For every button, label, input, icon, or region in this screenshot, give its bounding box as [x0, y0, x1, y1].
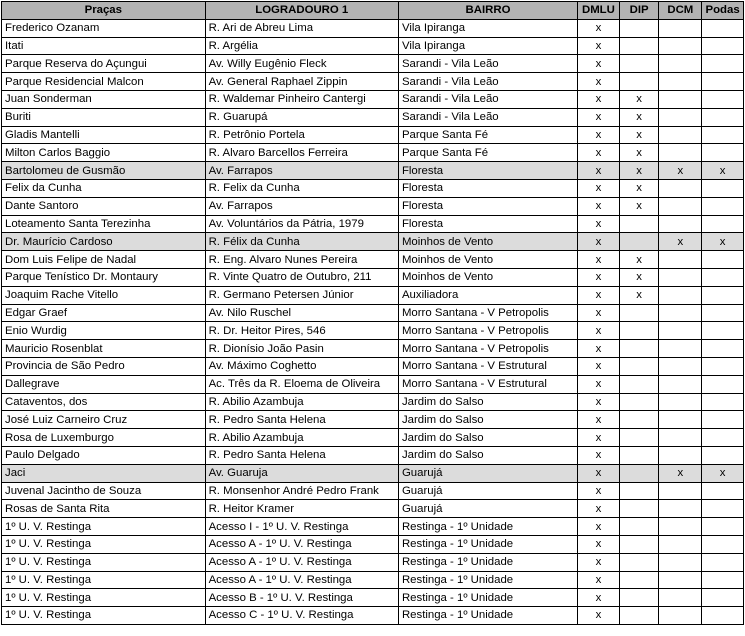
cell-podas	[702, 340, 744, 358]
cell-logradouro: R. Germano Petersen Júnior	[205, 286, 398, 304]
cell-logradouro: R. Dr. Heitor Pires, 546	[205, 322, 398, 340]
table-row	[2, 393, 744, 411]
cell-praca: 1º U. V. Restinga	[2, 535, 206, 553]
cell-dcm	[659, 37, 702, 55]
cell-dip: x	[619, 197, 659, 215]
table-row	[2, 322, 744, 340]
cell-dmlu: x	[578, 322, 620, 340]
cell-dcm	[659, 393, 702, 411]
cell-dcm	[659, 251, 702, 269]
header-podas: Podas	[702, 2, 744, 20]
cell-dip	[619, 446, 659, 464]
table-row	[2, 535, 744, 553]
cell-praca: Itati	[2, 37, 206, 55]
cell-praca: José Luiz Carneiro Cruz	[2, 411, 206, 429]
cell-dmlu: x	[578, 304, 620, 322]
cell-bairro: Morro Santana - V Estrutural	[398, 375, 577, 393]
cell-dcm: x	[659, 464, 702, 482]
cell-dmlu: x	[578, 589, 620, 607]
cell-dmlu: x	[578, 19, 620, 37]
cell-dcm	[659, 429, 702, 447]
table-row	[2, 464, 744, 482]
cell-podas	[702, 268, 744, 286]
cell-dmlu: x	[578, 197, 620, 215]
cell-podas	[702, 215, 744, 233]
header-dmlu: DMLU	[578, 2, 620, 20]
cell-logradouro: R. Vinte Quatro de Outubro, 211	[205, 268, 398, 286]
cell-logradouro: R. Felix da Cunha	[205, 179, 398, 197]
cell-dip: x	[619, 90, 659, 108]
cell-dcm	[659, 144, 702, 162]
cell-dcm	[659, 482, 702, 500]
cell-dmlu: x	[578, 357, 620, 375]
cell-dip	[619, 37, 659, 55]
cell-dip: x	[619, 108, 659, 126]
cell-praca: Dom Luis Felipe de Nadal	[2, 251, 206, 269]
cell-podas: x	[702, 464, 744, 482]
cell-dmlu: x	[578, 55, 620, 73]
cell-logradouro: Acesso A - 1º U. V. Restinga	[205, 535, 398, 553]
cell-podas	[702, 411, 744, 429]
table-row	[2, 197, 744, 215]
cell-dcm	[659, 446, 702, 464]
cell-podas	[702, 518, 744, 536]
cell-dip: x	[619, 126, 659, 144]
cell-logradouro: Av. Farrapos	[205, 162, 398, 180]
cell-bairro: Floresta	[398, 197, 577, 215]
cell-dip	[619, 357, 659, 375]
table-row	[2, 251, 744, 269]
cell-dip	[619, 589, 659, 607]
cell-bairro: Restinga - 1º Unidade	[398, 607, 577, 625]
cell-bairro: Guarujá	[398, 464, 577, 482]
cell-praca: 1º U. V. Restinga	[2, 553, 206, 571]
cell-praca: Rosa de Luxemburgo	[2, 429, 206, 447]
cell-praca: 1º U. V. Restinga	[2, 571, 206, 589]
cell-dip	[619, 571, 659, 589]
cell-dip	[619, 464, 659, 482]
cell-podas	[702, 429, 744, 447]
cell-bairro: Moinhos de Vento	[398, 251, 577, 269]
cell-logradouro: Av. Guaruja	[205, 464, 398, 482]
cell-dip	[619, 233, 659, 251]
cell-bairro: Guarujá	[398, 482, 577, 500]
table-row	[2, 607, 744, 625]
cell-podas	[702, 197, 744, 215]
cell-dcm	[659, 411, 702, 429]
cell-dcm	[659, 19, 702, 37]
cell-dmlu: x	[578, 37, 620, 55]
header-row	[2, 2, 744, 20]
cell-dmlu: x	[578, 607, 620, 625]
cell-podas	[702, 589, 744, 607]
cell-logradouro: Acesso I - 1º U. V. Restinga	[205, 518, 398, 536]
cell-logradouro: Av. General Raphael Zippin	[205, 73, 398, 91]
cell-podas	[702, 322, 744, 340]
cell-bairro: Restinga - 1º Unidade	[398, 518, 577, 536]
cell-dcm	[659, 535, 702, 553]
cell-dmlu: x	[578, 553, 620, 571]
cell-praca: Provincia de São Pedro	[2, 357, 206, 375]
cell-dip	[619, 19, 659, 37]
table-row	[2, 446, 744, 464]
cell-bairro: Restinga - 1º Unidade	[398, 571, 577, 589]
cell-bairro: Parque Santa Fé	[398, 144, 577, 162]
cell-dcm	[659, 215, 702, 233]
table-row	[2, 500, 744, 518]
cell-dip	[619, 73, 659, 91]
cell-dcm	[659, 90, 702, 108]
cell-podas	[702, 535, 744, 553]
cell-praca: Parque Tenístico Dr. Montaury	[2, 268, 206, 286]
cell-dmlu: x	[578, 482, 620, 500]
cell-praca: Juan Sonderman	[2, 90, 206, 108]
cell-praca: Frederico Ozanam	[2, 19, 206, 37]
cell-logradouro: Acesso A - 1º U. V. Restinga	[205, 553, 398, 571]
cell-praca: Juvenal Jacintho de Souza	[2, 482, 206, 500]
cell-praca: 1º U. V. Restinga	[2, 589, 206, 607]
cell-dmlu: x	[578, 215, 620, 233]
cell-bairro: Moinhos de Vento	[398, 233, 577, 251]
cell-podas	[702, 571, 744, 589]
cell-dmlu: x	[578, 179, 620, 197]
cell-dcm: x	[659, 233, 702, 251]
table-row	[2, 19, 744, 37]
table-row	[2, 144, 744, 162]
cell-dip	[619, 607, 659, 625]
cell-dcm	[659, 571, 702, 589]
cell-dcm	[659, 268, 702, 286]
cell-praca: Parque Residencial Malcon	[2, 73, 206, 91]
cell-bairro: Moinhos de Vento	[398, 268, 577, 286]
cell-praca: Felix da Cunha	[2, 179, 206, 197]
table-row	[2, 553, 744, 571]
table-row	[2, 162, 744, 180]
table-row	[2, 429, 744, 447]
cell-dcm	[659, 553, 702, 571]
table-row	[2, 571, 744, 589]
cell-dcm	[659, 518, 702, 536]
cell-dcm	[659, 340, 702, 358]
cell-bairro: Restinga - 1º Unidade	[398, 535, 577, 553]
cell-bairro: Morro Santana - V Petropolis	[398, 322, 577, 340]
cell-praca: Milton Carlos Baggio	[2, 144, 206, 162]
table-row	[2, 179, 744, 197]
cell-dcm	[659, 197, 702, 215]
cell-praca: Mauricio Rosenblat	[2, 340, 206, 358]
header-dip: DIP	[619, 2, 659, 20]
cell-podas	[702, 144, 744, 162]
cell-bairro: Jardim do Salso	[398, 393, 577, 411]
cell-dmlu: x	[578, 108, 620, 126]
cell-bairro: Jardim do Salso	[398, 446, 577, 464]
cell-bairro: Floresta	[398, 215, 577, 233]
cell-bairro: Auxiliadora	[398, 286, 577, 304]
header-logradouro: LOGRADOURO 1	[205, 2, 398, 20]
cell-logradouro: R. Alvaro Barcellos Ferreira	[205, 144, 398, 162]
cell-logradouro: Av. Willy Eugênio Fleck	[205, 55, 398, 73]
cell-dmlu: x	[578, 393, 620, 411]
cell-bairro: Restinga - 1º Unidade	[398, 589, 577, 607]
header-bairro: BAIRRO	[398, 2, 577, 20]
cell-logradouro: Av. Farrapos	[205, 197, 398, 215]
cell-podas	[702, 375, 744, 393]
cell-dip	[619, 535, 659, 553]
table-row	[2, 233, 744, 251]
table-row	[2, 518, 744, 536]
header-pracas: Praças	[2, 2, 206, 20]
cell-logradouro: R. Abilio Azambuja	[205, 393, 398, 411]
cell-praca: Cataventos, dos	[2, 393, 206, 411]
cell-bairro: Floresta	[398, 179, 577, 197]
cell-dmlu: x	[578, 286, 620, 304]
cell-dmlu: x	[578, 251, 620, 269]
table-row	[2, 90, 744, 108]
cell-podas	[702, 126, 744, 144]
cell-dmlu: x	[578, 340, 620, 358]
table-row	[2, 108, 744, 126]
cell-dmlu: x	[578, 268, 620, 286]
cell-praca: Loteamento Santa Terezinha	[2, 215, 206, 233]
cell-bairro: Restinga - 1º Unidade	[398, 553, 577, 571]
cell-dcm	[659, 286, 702, 304]
cell-podas	[702, 393, 744, 411]
cell-podas	[702, 90, 744, 108]
cell-logradouro: R. Waldemar Pinheiro Cantergi	[205, 90, 398, 108]
cell-dip: x	[619, 268, 659, 286]
table-row	[2, 215, 744, 233]
cell-podas	[702, 500, 744, 518]
cell-podas	[702, 446, 744, 464]
cell-dip	[619, 393, 659, 411]
cell-dip	[619, 322, 659, 340]
cell-dcm	[659, 73, 702, 91]
table-row	[2, 340, 744, 358]
table-row	[2, 482, 744, 500]
cell-podas	[702, 179, 744, 197]
cell-dip	[619, 55, 659, 73]
cell-dip	[619, 375, 659, 393]
cell-bairro: Morro Santana - V Estrutural	[398, 357, 577, 375]
cell-podas	[702, 607, 744, 625]
cell-praca: Enio Wurdig	[2, 322, 206, 340]
cell-dip	[619, 411, 659, 429]
cell-podas	[702, 286, 744, 304]
cell-dip	[619, 482, 659, 500]
cell-dcm: x	[659, 162, 702, 180]
cell-podas	[702, 108, 744, 126]
cell-praca: Joaquim Rache Vitello	[2, 286, 206, 304]
cell-logradouro: R. Pedro Santa Helena	[205, 411, 398, 429]
cell-logradouro: R. Félix da Cunha	[205, 233, 398, 251]
cell-podas	[702, 482, 744, 500]
cell-dcm	[659, 500, 702, 518]
cell-logradouro: R. Petrônio Portela	[205, 126, 398, 144]
cell-praca: Edgar Graef	[2, 304, 206, 322]
cell-dip	[619, 215, 659, 233]
table-row	[2, 73, 744, 91]
cell-podas	[702, 357, 744, 375]
cell-logradouro: Av. Máximo Coghetto	[205, 357, 398, 375]
cell-logradouro: R. Heitor Kramer	[205, 500, 398, 518]
cell-logradouro: Acesso C - 1º U. V. Restinga	[205, 607, 398, 625]
cell-logradouro: R. Abilio Azambuja	[205, 429, 398, 447]
cell-dcm	[659, 126, 702, 144]
table-row	[2, 37, 744, 55]
cell-dip	[619, 553, 659, 571]
cell-dmlu: x	[578, 73, 620, 91]
cell-dmlu: x	[578, 90, 620, 108]
cell-dip	[619, 304, 659, 322]
cell-bairro: Jardim do Salso	[398, 429, 577, 447]
cell-praca: 1º U. V. Restinga	[2, 607, 206, 625]
cell-dip: x	[619, 162, 659, 180]
cell-podas: x	[702, 162, 744, 180]
cell-dcm	[659, 304, 702, 322]
cell-dmlu: x	[578, 429, 620, 447]
cell-dmlu: x	[578, 162, 620, 180]
cell-dcm	[659, 55, 702, 73]
cell-podas	[702, 37, 744, 55]
cell-bairro: Vila Ipiranga	[398, 37, 577, 55]
cell-dmlu: x	[578, 518, 620, 536]
header-dcm: DCM	[659, 2, 702, 20]
cell-dmlu: x	[578, 411, 620, 429]
cell-dmlu: x	[578, 144, 620, 162]
cell-logradouro: R. Dionísio João Pasin	[205, 340, 398, 358]
cell-praca: Paulo Delgado	[2, 446, 206, 464]
cell-dcm	[659, 108, 702, 126]
cell-logradouro: R. Pedro Santa Helena	[205, 446, 398, 464]
cell-praca: Dante Santoro	[2, 197, 206, 215]
cell-praca: Dr. Maurício Cardoso	[2, 233, 206, 251]
cell-dmlu: x	[578, 126, 620, 144]
cell-bairro: Vila Ipiranga	[398, 19, 577, 37]
cell-podas	[702, 304, 744, 322]
table-row	[2, 126, 744, 144]
cell-dmlu: x	[578, 464, 620, 482]
cell-praca: Buriti	[2, 108, 206, 126]
cell-dmlu: x	[578, 233, 620, 251]
cell-praca: 1º U. V. Restinga	[2, 518, 206, 536]
table-row	[2, 286, 744, 304]
cell-podas	[702, 19, 744, 37]
cell-dip: x	[619, 179, 659, 197]
cell-dip	[619, 500, 659, 518]
cell-dip	[619, 429, 659, 447]
cell-dcm	[659, 357, 702, 375]
pracas-table	[1, 1, 744, 625]
cell-bairro: Morro Santana - V Petropolis	[398, 304, 577, 322]
cell-dip: x	[619, 251, 659, 269]
table-row	[2, 268, 744, 286]
cell-dmlu: x	[578, 375, 620, 393]
cell-bairro: Guarujá	[398, 500, 577, 518]
cell-dcm	[659, 322, 702, 340]
cell-praca: Rosas de Santa Rita	[2, 500, 206, 518]
cell-bairro: Floresta	[398, 162, 577, 180]
cell-dmlu: x	[578, 571, 620, 589]
cell-praca: Dallegrave	[2, 375, 206, 393]
cell-logradouro: Acesso B - 1º U. V. Restinga	[205, 589, 398, 607]
cell-podas	[702, 73, 744, 91]
cell-logradouro: R. Guarupá	[205, 108, 398, 126]
cell-dmlu: x	[578, 500, 620, 518]
cell-logradouro: Ac. Três da R. Eloema de Oliveira	[205, 375, 398, 393]
cell-dmlu: x	[578, 535, 620, 553]
cell-podas	[702, 553, 744, 571]
table-row	[2, 375, 744, 393]
cell-dcm	[659, 607, 702, 625]
table-row	[2, 411, 744, 429]
cell-logradouro: Acesso A - 1º U. V. Restinga	[205, 571, 398, 589]
cell-bairro: Sarandi - Vila Leão	[398, 108, 577, 126]
cell-praca: Jaci	[2, 464, 206, 482]
cell-dcm	[659, 179, 702, 197]
cell-dcm	[659, 375, 702, 393]
cell-logradouro: R. Ari de Abreu Lima	[205, 19, 398, 37]
table-row	[2, 304, 744, 322]
cell-logradouro: R. Monsenhor André Pedro Frank	[205, 482, 398, 500]
cell-podas: x	[702, 233, 744, 251]
table-row	[2, 589, 744, 607]
cell-dip	[619, 340, 659, 358]
cell-logradouro: Av. Voluntários da Pátria, 1979	[205, 215, 398, 233]
cell-bairro: Sarandi - Vila Leão	[398, 55, 577, 73]
cell-bairro: Sarandi - Vila Leão	[398, 73, 577, 91]
cell-dip	[619, 518, 659, 536]
cell-dcm	[659, 589, 702, 607]
cell-bairro: Sarandi - Vila Leão	[398, 90, 577, 108]
cell-praca: Gladis Mantelli	[2, 126, 206, 144]
cell-dip: x	[619, 144, 659, 162]
cell-logradouro: R. Eng. Alvaro Nunes Pereira	[205, 251, 398, 269]
cell-dmlu: x	[578, 446, 620, 464]
cell-bairro: Parque Santa Fé	[398, 126, 577, 144]
cell-praca: Parque Reserva do Açungui	[2, 55, 206, 73]
table-row	[2, 357, 744, 375]
cell-podas	[702, 251, 744, 269]
cell-bairro: Morro Santana - V Petropolis	[398, 340, 577, 358]
table-row	[2, 55, 744, 73]
cell-praca: Bartolomeu de Gusmão	[2, 162, 206, 180]
cell-logradouro: R. Argélia	[205, 37, 398, 55]
cell-bairro: Jardim do Salso	[398, 411, 577, 429]
cell-logradouro: Av. Nilo Ruschel	[205, 304, 398, 322]
cell-dip: x	[619, 286, 659, 304]
cell-podas	[702, 55, 744, 73]
table-body	[2, 19, 744, 624]
